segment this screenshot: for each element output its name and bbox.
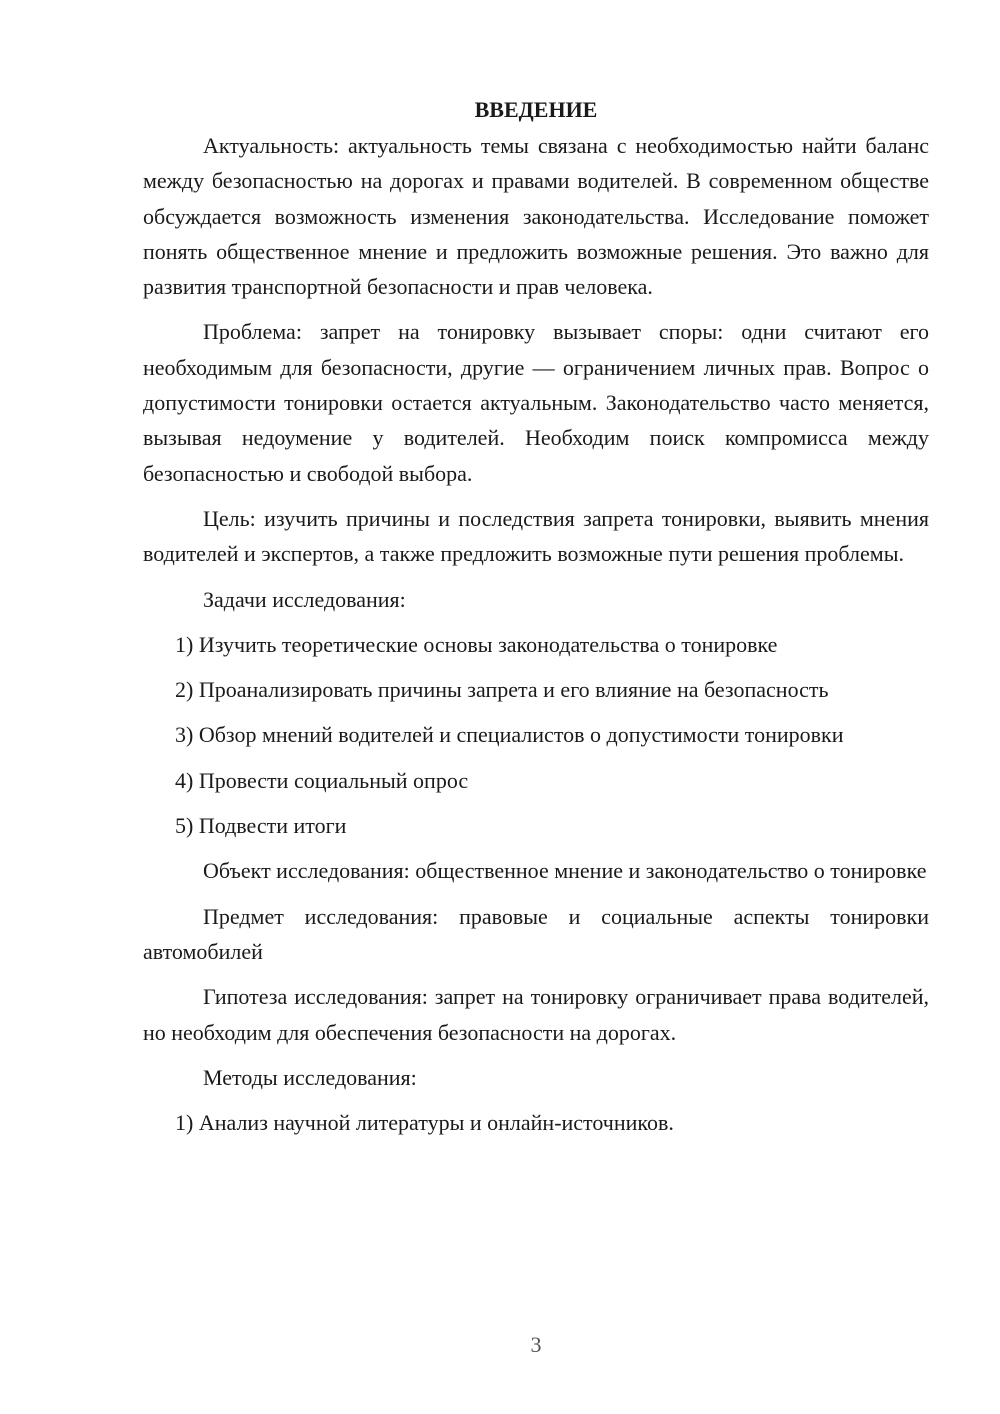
object-paragraph: Объект исследования: общественное мнение и законодательство о тонировке bbox=[203, 858, 927, 884]
methods-list bbox=[143, 1105, 929, 1140]
list-item: 1) Изучить теоретические основы законодательства о тонировке bbox=[175, 631, 778, 657]
list-item: 4) Провести социальный опрос bbox=[175, 767, 469, 793]
list-item: 2) Проанализировать причины запрета и его влияние на безопасность bbox=[175, 677, 829, 703]
list-item: 5) Подвести итоги bbox=[175, 813, 347, 839]
section-title: ВВЕДЕНИЕ bbox=[474, 97, 598, 122]
relevance-paragraph: Актуальность: актуальность темы связана с необходимостью найти баланс между безопасностью на дорогах и правами водителей. В современном обществе обсуждается возможность изменения законодательства. Исследование поможет понять общественное мнение и предложить возможные решения. Это важно для развития транспортной безопасности и прав человека. bbox=[143, 133, 929, 300]
list-item: 3) Обзор мнений водителей и специалистов о допустимости тонировки bbox=[175, 722, 844, 748]
hypothesis-paragraph: Гипотеза исследования: запрет на тонировку ограничивает права водителей, но необходим для обеспечения безопасности на дорогах. bbox=[143, 984, 929, 1045]
list-item: 1) Анализ научной литературы и онлайн-источников. bbox=[175, 1110, 674, 1136]
goal-paragraph: Цель: изучить причины и последствия запрета тонировки, выявить мнения водителей и экспертов, а также предложить возможные пути решения проблемы. bbox=[143, 505, 929, 567]
methods-heading: Методы исследования: bbox=[203, 1064, 417, 1090]
problem-paragraph: Проблема: запрет на тонировку вызывает споры: одни считают его необходимым для безопасности, другие — ограничением личных прав. Вопрос о допустимости тонировки остается актуальным. Законодательство часто меняется, вызывая недоумение у водителей. Необходим поиск компромисса между безопасностью и свободой выбора. bbox=[143, 319, 929, 486]
page-content bbox=[143, 92, 929, 1150]
page-number: 3 bbox=[530, 1332, 542, 1357]
subject-paragraph: Предмет исследования: правовые и социальные аспекты тонировки автомобилей bbox=[143, 903, 929, 964]
tasks-heading: Задачи исследования: bbox=[203, 586, 406, 612]
tasks-list bbox=[143, 627, 929, 843]
